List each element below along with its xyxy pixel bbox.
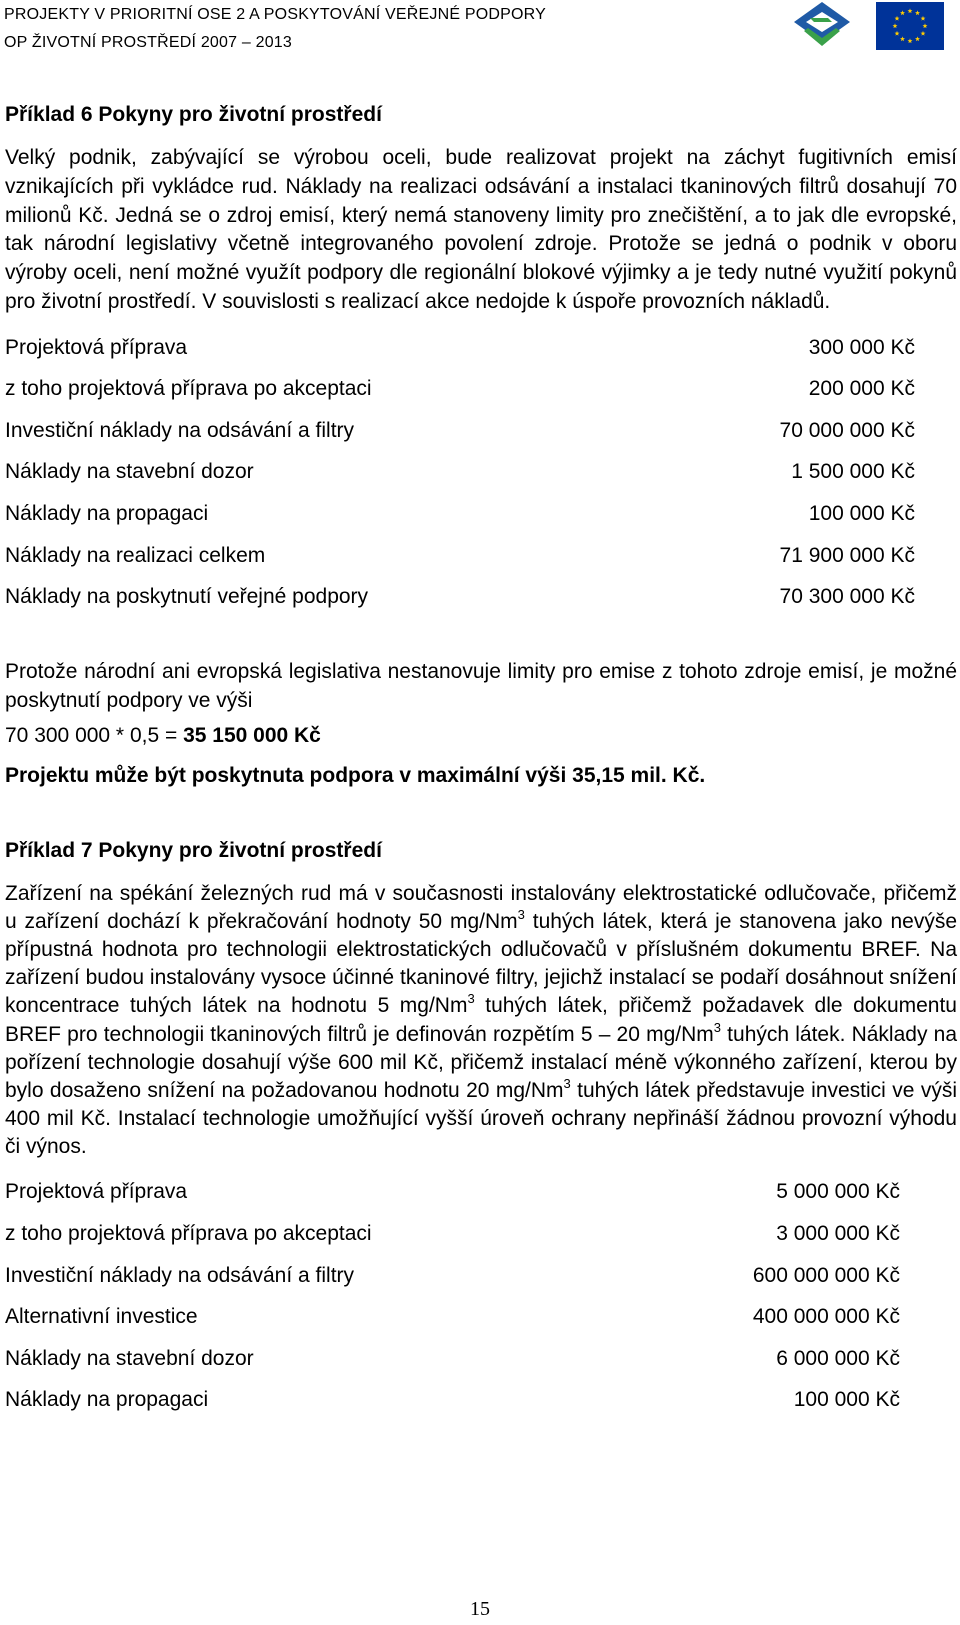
example-6-cost-table — [5, 327, 957, 618]
cost-label: Náklady na propagaci — [5, 501, 209, 525]
superscript: 3 — [713, 1019, 721, 1035]
cost-label: Náklady na stavební dozor — [5, 1346, 254, 1370]
cost-value: 70 300 000 Kč — [779, 585, 915, 609]
example-7-paragraph — [5, 880, 957, 1162]
cost-label: Alternativní investice — [5, 1305, 198, 1329]
p7-part-4: tuhých látek. Náklady na pořízení technologie dosahují výše 600 mil Kč, přičemž instalací méně výkonného zařízení, kterou by bylo dosaženo snížení na požadovanou hodnotu 20 mg/Nm — [5, 1022, 957, 1102]
example-6-conclusion: Projektu může být poskytnuta podpora v maximální výši 35,15 mil. Kč. — [5, 763, 706, 787]
cost-row — [5, 1380, 957, 1422]
cost-row — [5, 1213, 957, 1255]
example-7-cost-table — [5, 1172, 957, 1422]
cost-row — [5, 1296, 957, 1338]
cost-value: 6 000 000 Kč — [776, 1346, 900, 1370]
cost-value: 1 500 000 Kč — [791, 460, 915, 484]
cost-label: Náklady na realizaci celkem — [5, 543, 266, 567]
cost-value: 5 000 000 Kč — [776, 1180, 900, 1204]
cost-row — [5, 410, 957, 452]
page-number: 15 — [470, 1598, 490, 1620]
cost-label: Investiční náklady na odsávání a filtry — [5, 1263, 355, 1287]
cost-label: Náklady na poskytnutí veřejné podpory — [5, 585, 369, 609]
cost-row — [5, 368, 957, 410]
cost-value: 600 000 000 Kč — [752, 1263, 900, 1287]
cost-value: 70 000 000 Kč — [779, 418, 915, 442]
p7-part-2: tuhých látek, která je stanovena jako nevýše přípustná hodnota pro technologii elektrostatických odlučovačů v příslušném dokumentu BREF. Na zařízení budou instalovány vysoce účinné tkaninové filtry, jejichž instalací se podaří dosáhnout snížení koncentrace tuhých látek na hodnotu 5 mg/Nm — [5, 909, 957, 1018]
cost-label: z toho projektová příprava po akceptaci — [5, 377, 372, 401]
example-6-calculation — [5, 716, 957, 756]
op-logo-icon — [788, 0, 856, 52]
example-6-after-text: Protože národní ani evropská legislativa nestanovuje limity pro emise z tohoto zdroje emisí, je možné poskytnutí podpory ve výši — [5, 659, 957, 712]
superscript: 3 — [467, 991, 475, 1007]
superscript: 3 — [517, 906, 525, 922]
header-line-2: OP ŽIVOTNÍ PROSTŘEDÍ 2007 – 2013 — [4, 34, 292, 51]
eu-flag-icon — [876, 2, 944, 50]
cost-label: Projektová příprava — [5, 1180, 188, 1204]
cost-row — [5, 452, 957, 494]
cost-label: Investiční náklady na odsávání a filtry — [5, 418, 355, 442]
example-6-title: Příklad 6 Pokyny pro životní prostředí — [5, 103, 382, 126]
cost-value: 300 000 Kč — [808, 335, 915, 359]
cost-value: 100 000 Kč — [808, 501, 915, 525]
cost-row — [5, 1172, 957, 1214]
cost-value: 400 000 000 Kč — [752, 1305, 900, 1329]
page-header — [0, 0, 960, 64]
p7-part-3: tuhých látek, přičemž požadavek dle dokumentu BREF pro technologii tkaninových filtrů je definován rozpětím 5 – 20 mg/Nm — [5, 994, 957, 1046]
example-6-paragraph: Velký podnik, zabývající se výrobou oceli, bude realizovat projekt na záchyt fugitivních emisí vznikajících při vykládce rud. Náklady na realizaci odsávání a instalaci tkaninových filtrů dosahují 70 milionů Kč. Jedná se o zdroj emisí, který nemá stanoveny limity pro znečištění, a to jak dle evropské, tak národní legislativy včetně integrovaného povolení zdroje. Protože se jedná o podnik v oboru výroby oceli, není možné využít podpory dle regionální blokové výjimky a je tedy nutné využití pokynů pro životní prostředí. V souvislosti s realizací akce nedojde k úspoře provozních nákladů. — [5, 146, 957, 313]
cost-row — [5, 327, 957, 369]
document-body — [5, 100, 957, 1421]
cost-label: Projektová příprava — [5, 335, 188, 359]
p7-part-1: Zařízení na spékání železných rud má v současnosti instalovány elektrostatické odlučovače, přičemž u zařízení dochází k překračování hodnoty 50 mg/Nm — [5, 881, 957, 933]
cost-label: Náklady na stavební dozor — [5, 460, 254, 484]
header-line-1: PROJEKTY V PRIORITNÍ OSE 2 A POSKYTOVÁNÍ VEŘEJNÉ PODPORY — [4, 6, 547, 23]
cost-value: 200 000 Kč — [808, 377, 915, 401]
cost-value: 3 000 000 Kč — [776, 1221, 900, 1245]
cost-label: z toho projektová příprava po akceptaci — [5, 1221, 372, 1245]
cost-row — [5, 493, 957, 535]
p7-part-5: tuhých látek představuje investici ve výši 400 mil Kč. Instalací technologie umožňující vyšší úroveň ochrany nepřináší žádnou provozní výhodu či výnos. — [5, 1078, 957, 1159]
calc-prefix: 70 300 000 * 0,5 = — [5, 723, 184, 747]
cost-row — [5, 1255, 957, 1297]
cost-row — [5, 576, 957, 618]
cost-value: 100 000 Kč — [793, 1388, 900, 1412]
cost-row — [5, 1338, 957, 1380]
example-7-title: Příklad 7 Pokyny pro životní prostředí — [5, 838, 382, 862]
cost-value: 71 900 000 Kč — [779, 543, 915, 567]
cost-row — [5, 535, 957, 577]
calc-result: 35 150 000 Kč — [183, 723, 321, 747]
superscript: 3 — [563, 1075, 571, 1091]
cost-label: Náklady na propagaci — [5, 1388, 209, 1412]
